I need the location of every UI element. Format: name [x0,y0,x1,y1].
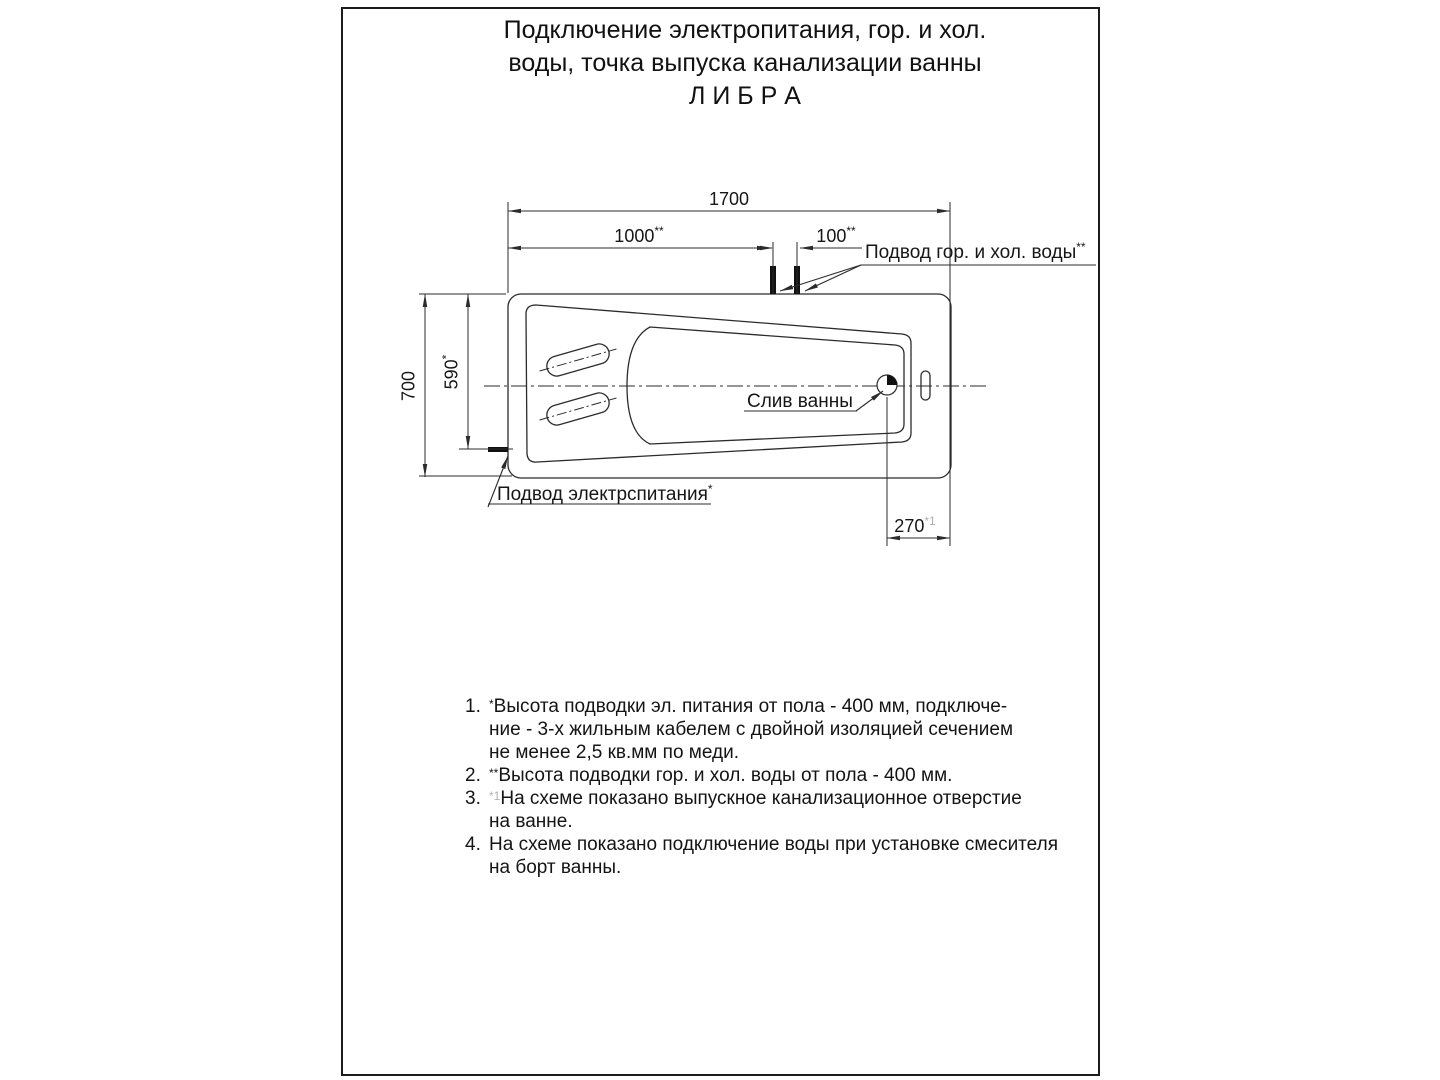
title-line-1: Подключение электропитания, гор. и хол. [503,16,987,44]
notes-section [465,695,1058,879]
note-item-2: 2. **Высота подводки гор. и хол. воды от пола - 400 мм. [465,765,953,786]
dim-text-drain-offset: 270$^{*1}$ [894,514,936,536]
note-item-4: 4. На схеме показано подключение воды при установке смесителя на борт ванны. [465,834,1058,878]
drain-label: Слив ванны [747,391,853,412]
tub-inner-rim [526,305,911,462]
dim-text-total-length: 1700 [708,189,750,209]
note-item-1: 1. *Высота подводки эл. питания от пола - 400 мм, подключе- ние - 3-х жильным кабелем с двойной изоляцией сечением не менее 2,5 кв.мм по меди. [465,696,1014,763]
electric-supply-label: Подвод электрспитания* [497,482,713,505]
title-line-2: воды, точка выпуска канализации ванны [508,49,982,77]
dim-text-water-spacing: 100** [816,224,856,246]
dim-text-tub-width: 700 [398,370,419,402]
dim-text-electric-offset: 590* [439,354,462,390]
drain-icon [877,375,897,395]
title-line-3: Л И Б Р А [689,82,801,110]
grip-pill-icon [537,339,619,380]
note-item-3: 3. $^{*1}$На схеме показано выпускное канализационное отверстие на ванне. [465,788,1022,832]
water-supply-label: Подвод гор. и хол. воды** [865,240,1086,263]
dim-text-water-offset: 1000** [614,224,664,246]
grip-pill-icon [537,388,619,429]
